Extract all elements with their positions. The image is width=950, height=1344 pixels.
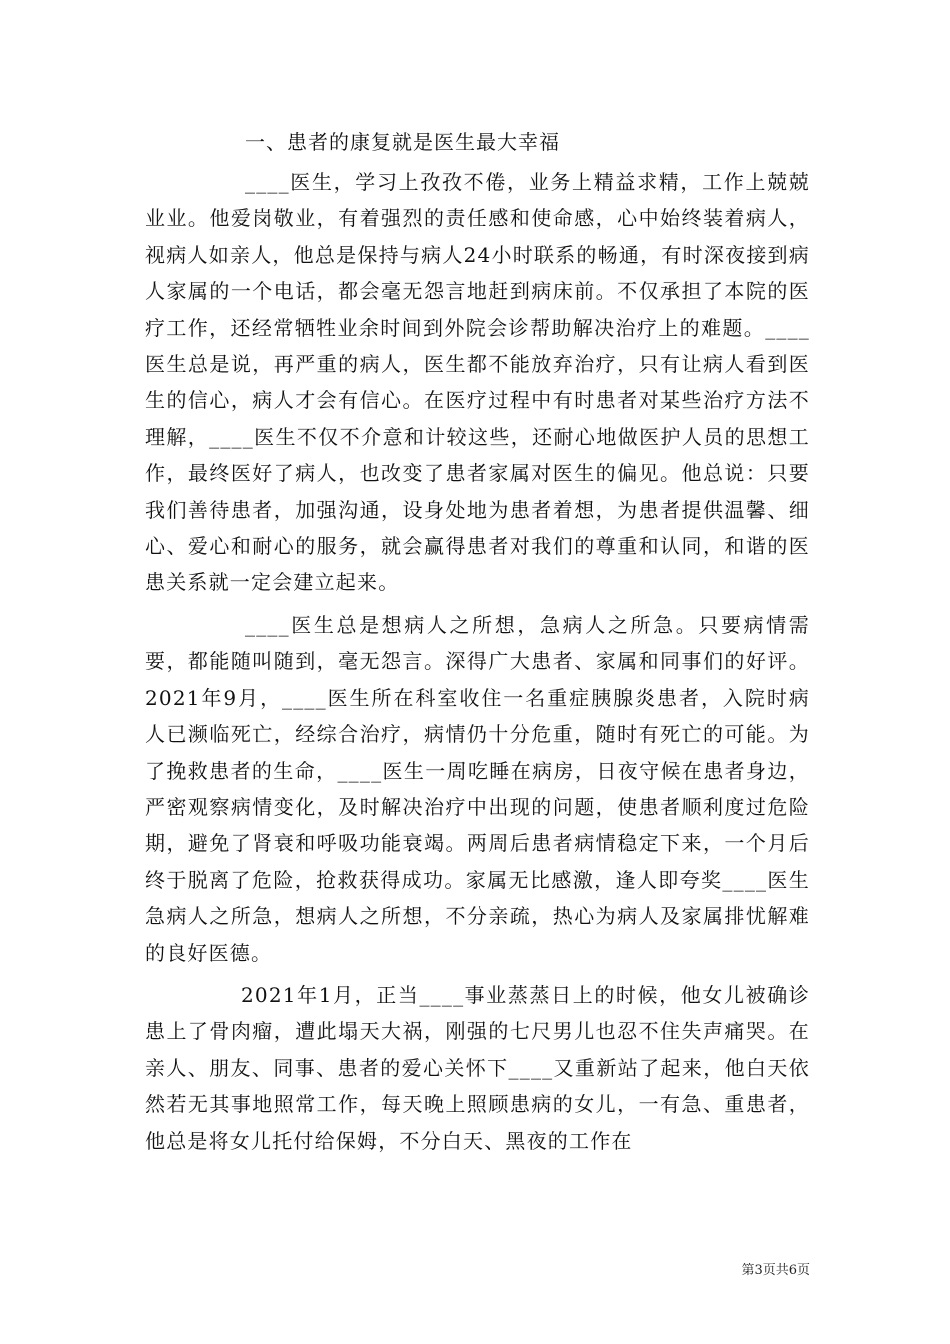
paragraph: ____医生总是想病人之所想，急病人之所急。只要病情需要，都能随叫随到，毫无怨言。深得广大患者、家属和同事们的好评。2021年9月，____医生所在科室收住一名重症胰腺炎患者，入院时病人已濒临死亡，经综合治疗，病情仍十分危重，随时有死亡的可能。为了挽救患者的生命，____医生一周吃睡在病房，日夜守候在患者身边，严密观察病情变化，及时解决治疗中出现的问题，使患者顺利度过危险期，避免了肾衰和呼吸功能衰竭。两周后患者病情稳定下来，一个月后终于脱离了危险，抢救获得成功。家属无比感激，逢人即夸奖____医生急病人之所急，想病人之所想，不分亲疏，热心为病人及家属排忧解难的良好医德。 [145, 612, 810, 965]
page-number: 第3页共6页 [741, 1263, 810, 1278]
document-body [145, 122, 810, 1159]
paragraph: 2021年1月，正当____事业蒸蒸日上的时候，他女儿被确诊患上了骨肉瘤，遭此塌天大祸，刚强的七尺男儿也忍不住失声痛哭。在亲人、朋友、同事、患者的爱心关怀下____又重新站了起来，他白天依然若无其事地照常工作，每天晚上照顾患病的女儿，一有急、重患者，他总是将女儿托付给保姆，不分白天、黑夜的工作在 [145, 982, 810, 1153]
paragraph: ____医生，学习上孜孜不倦，业务上精益求精，工作上兢兢业业。他爱岗敬业，有着强烈的责任感和使命感，心中始终装着病人，视病人如亲人，他总是保持与病人24小时联系的畅通，有时深夜接到病人家属的一个电话，都会毫无怨言地赶到病床前。不仅承担了本院的医疗工作，还经常牺牲业余时间到外院会诊帮助解决治疗上的难题。____医生总是说，再严重的病人，医生都不能放弃治疗，只有让病人看到医生的信心，病人才会有信心。在医疗过程中有时患者对某些治疗方法不理解，____医生不仅不介意和计较这些，还耐心地做医护人员的思想工作，最终医好了病人，也改变了患者家属对医生的偏见。他总说：只要我们善待患者，加强沟通，设身处地为患者着想，为患者提供温馨、细心、爱心和耐心的服务，就会赢得患者对我们的尊重和认同，和谐的医患关系就一定会建立起来。 [145, 170, 810, 595]
section-heading: 一、患者的康复就是医生最大幸福 [245, 130, 560, 154]
